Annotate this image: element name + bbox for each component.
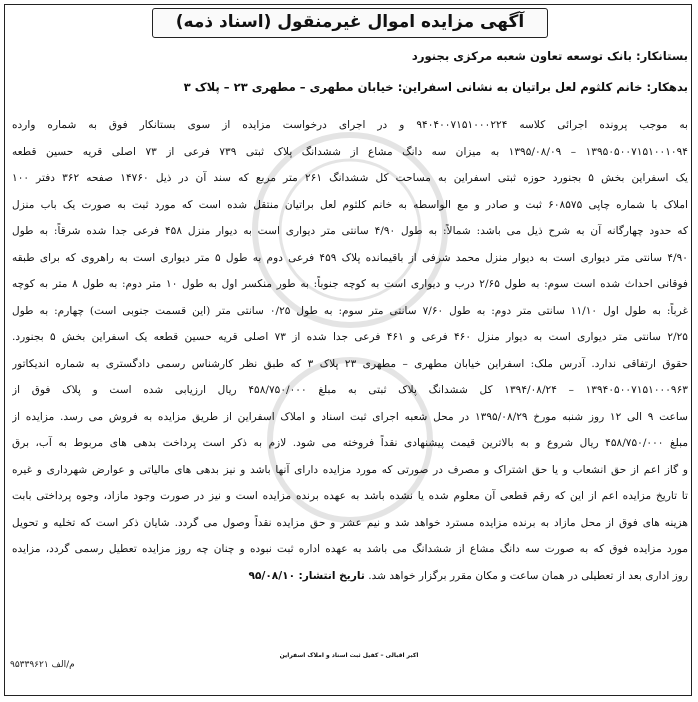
debtor-line: بدهکار: خانم کلثوم لعل براتیان به نشانی اسفراین: خیابان مطهری – مطهری ۲۳ – پلاک ۳ (183, 80, 688, 94)
body-line: ۴/۹۰ سانتی متر دیواری است به دیوار منزل محمد شرفی از باقیمانده پلاک ۴۵۹ فرعی دوم به طول ۵ متر دیواری است به راهروی که برای طبقه (12, 251, 688, 264)
publish-date-label: تاریخ انتشار: (298, 569, 365, 582)
notice-title: آگهی مزایده اموال غیرمنقول (اسناد ذمه) (175, 12, 525, 32)
body-line: ۱۳۹۴۰۵۰۰۷۱۵۱۰۰۰۹۶۳ – ۱۳۹۴/۰۸/۲۴ کل ششدانگ پلاک ثبتی به مبلغ ۴۵۸/۷۵۰/۰۰۰ ریال ارزیابی شده است و پلاک فوق از (12, 384, 688, 396)
body-line: تا تاریخ مزایده اعم از این که رقم قطعی آن معلوم شده یا نشده باشد به عهده برنده مزایده است و نیز در صورت وجود مازاد، وجوه پرداختی بابت (12, 490, 688, 502)
signature: اکبر اقبالی – کفیل ثبت اسناد و املاک اسفراین (279, 652, 419, 659)
body-line: یک اسفراین بخش ۵ بجنورد حوزه ثبتی اسفراین به مساحت کل ششدانگ ۲۶۱ متر مربع که سند آن در ذیل ۱۴۷۶۰ صفحه ۳۶۲ دفتر ۱۰۰ (12, 172, 688, 184)
body-line: که حدود چهارگانه آن به شرح ذیل می باشد: شمالاً: به طول ۴/۹۰ سانتی متر دیواری است به دیوار منزل ۴۵۸ فرعی جدا شده شرقاً: به طول (12, 225, 688, 237)
body-line: هزینه های فوق از محل مازاد به برنده مزایده مسترد خواهد شد و نیم عشر و حق مزایده نقداً وصول می گردد. شایان ذکر است که تخلیه و تحویل (12, 516, 688, 529)
body-line: غرباً: به طول اول ۱۱/۱۰ سانتی متر دوم: به طول ۷/۶۰ سانتی متر سوم: به طول ۰/۲۵ سانتی متر (این قسمت جنوبی است) چهارم: به طول (12, 304, 688, 317)
body-line: به موجب پرونده اجرائی کلاسه ۹۴۰۴۰۰۷۱۵۱۰۰۰۲۲۴ و در اجرای درخواست مزایده از سوی بستانکار فوق به شماره وارده (12, 119, 688, 131)
body-line-last (12, 563, 688, 590)
body-line: مورد مزایده فوق که به صورت سه دانگ مشاع از ششدانگ می باشد به عهده اداره ثبت نبوده و چنان چه روز مزایده تعطیل رسمی گردد، مزایده (12, 543, 688, 555)
creditor-line: بستانکار: بانک توسعه تعاون شعبه مرکزی بجنورد (411, 49, 688, 63)
body-line: ساعت ۹ الی ۱۲ روز شنبه مورخ ۱۳۹۵/۰۸/۲۹ در محل شعبه اجرای ثبت اسناد و املاک اسفراین از طریق مزایده به فروش می رسد. مزایده از (12, 410, 688, 423)
body-line: و گاز اعم از حق انشعاب و یا حق اشتراک و مصرف در صورتی که مورد مزایده دارای آنها باشد و نیز بدهی های مالیاتی و عوارض شهرداری و غیره (12, 463, 688, 476)
body-line-text: روز اداری بعد از تعطیلی در همان ساعت و مکان مقرر برگزار خواهد شد. (368, 569, 688, 582)
body-line: املاک با شماره چاپی ۶۰۸۵۷۵ ثبت و صادر و مع الواسطه به خانم کلثوم لعل براتیان منتقل شده است که مورد ثبت به صورت یک باب منزل (12, 198, 688, 211)
body-line: مبلغ ۴۵۸/۷۵۰/۰۰۰ ریال شروع و به بالاترین قیمت پیشنهادی نقداً فروخته می شود. لازم به ذکر است پرداخت بدهی های مربوط به آب، برق (12, 437, 688, 449)
body-line: حقوق ارتفاقی ندارد. آدرس ملک: اسفراین خیابان مطهری – مطهری ۲۳ پلاک ۳ که طبق نظر کارشناس رسمی دادگستری به شماره اندیکاتور (12, 357, 688, 370)
body-line: فوقانی احداث شده است سوم: به طول ۲/۶۵ درب و دیواری است به کوچه جنوباً: به طور منکسر اول به طول ۱۰ متر دوم: به طول ۸ متر به کوچه (12, 278, 688, 290)
publish-date: ۹۵/۰۸/۱۰ (248, 569, 296, 582)
body-line: ۱۳۹۵۰۵۰۰۷۱۵۱۰۰۱۰۹۴ – ۱۳۹۵/۰۸/۰۹ به میزان سه دانگ مشاع از ششدانگ پلاک ثبتی ۷۳۹ فرعی از ۷۳ اصلی قریه حسین قطعه (12, 145, 688, 158)
reference-code: م/الف ۹۵۳۳۹۶۲۱ (10, 660, 75, 670)
notice-title-box (152, 8, 548, 38)
body-line: ۲/۲۵ سانتی متر دیواری است به دیوار منزل ۴۶۰ فرعی و ۴۶۱ فرعی جدا شده از ۷۳ اصلی قریه حسین قطعه یک اسفراین بخش ۵ بجنورد. (12, 331, 688, 343)
notice-body (12, 112, 688, 647)
